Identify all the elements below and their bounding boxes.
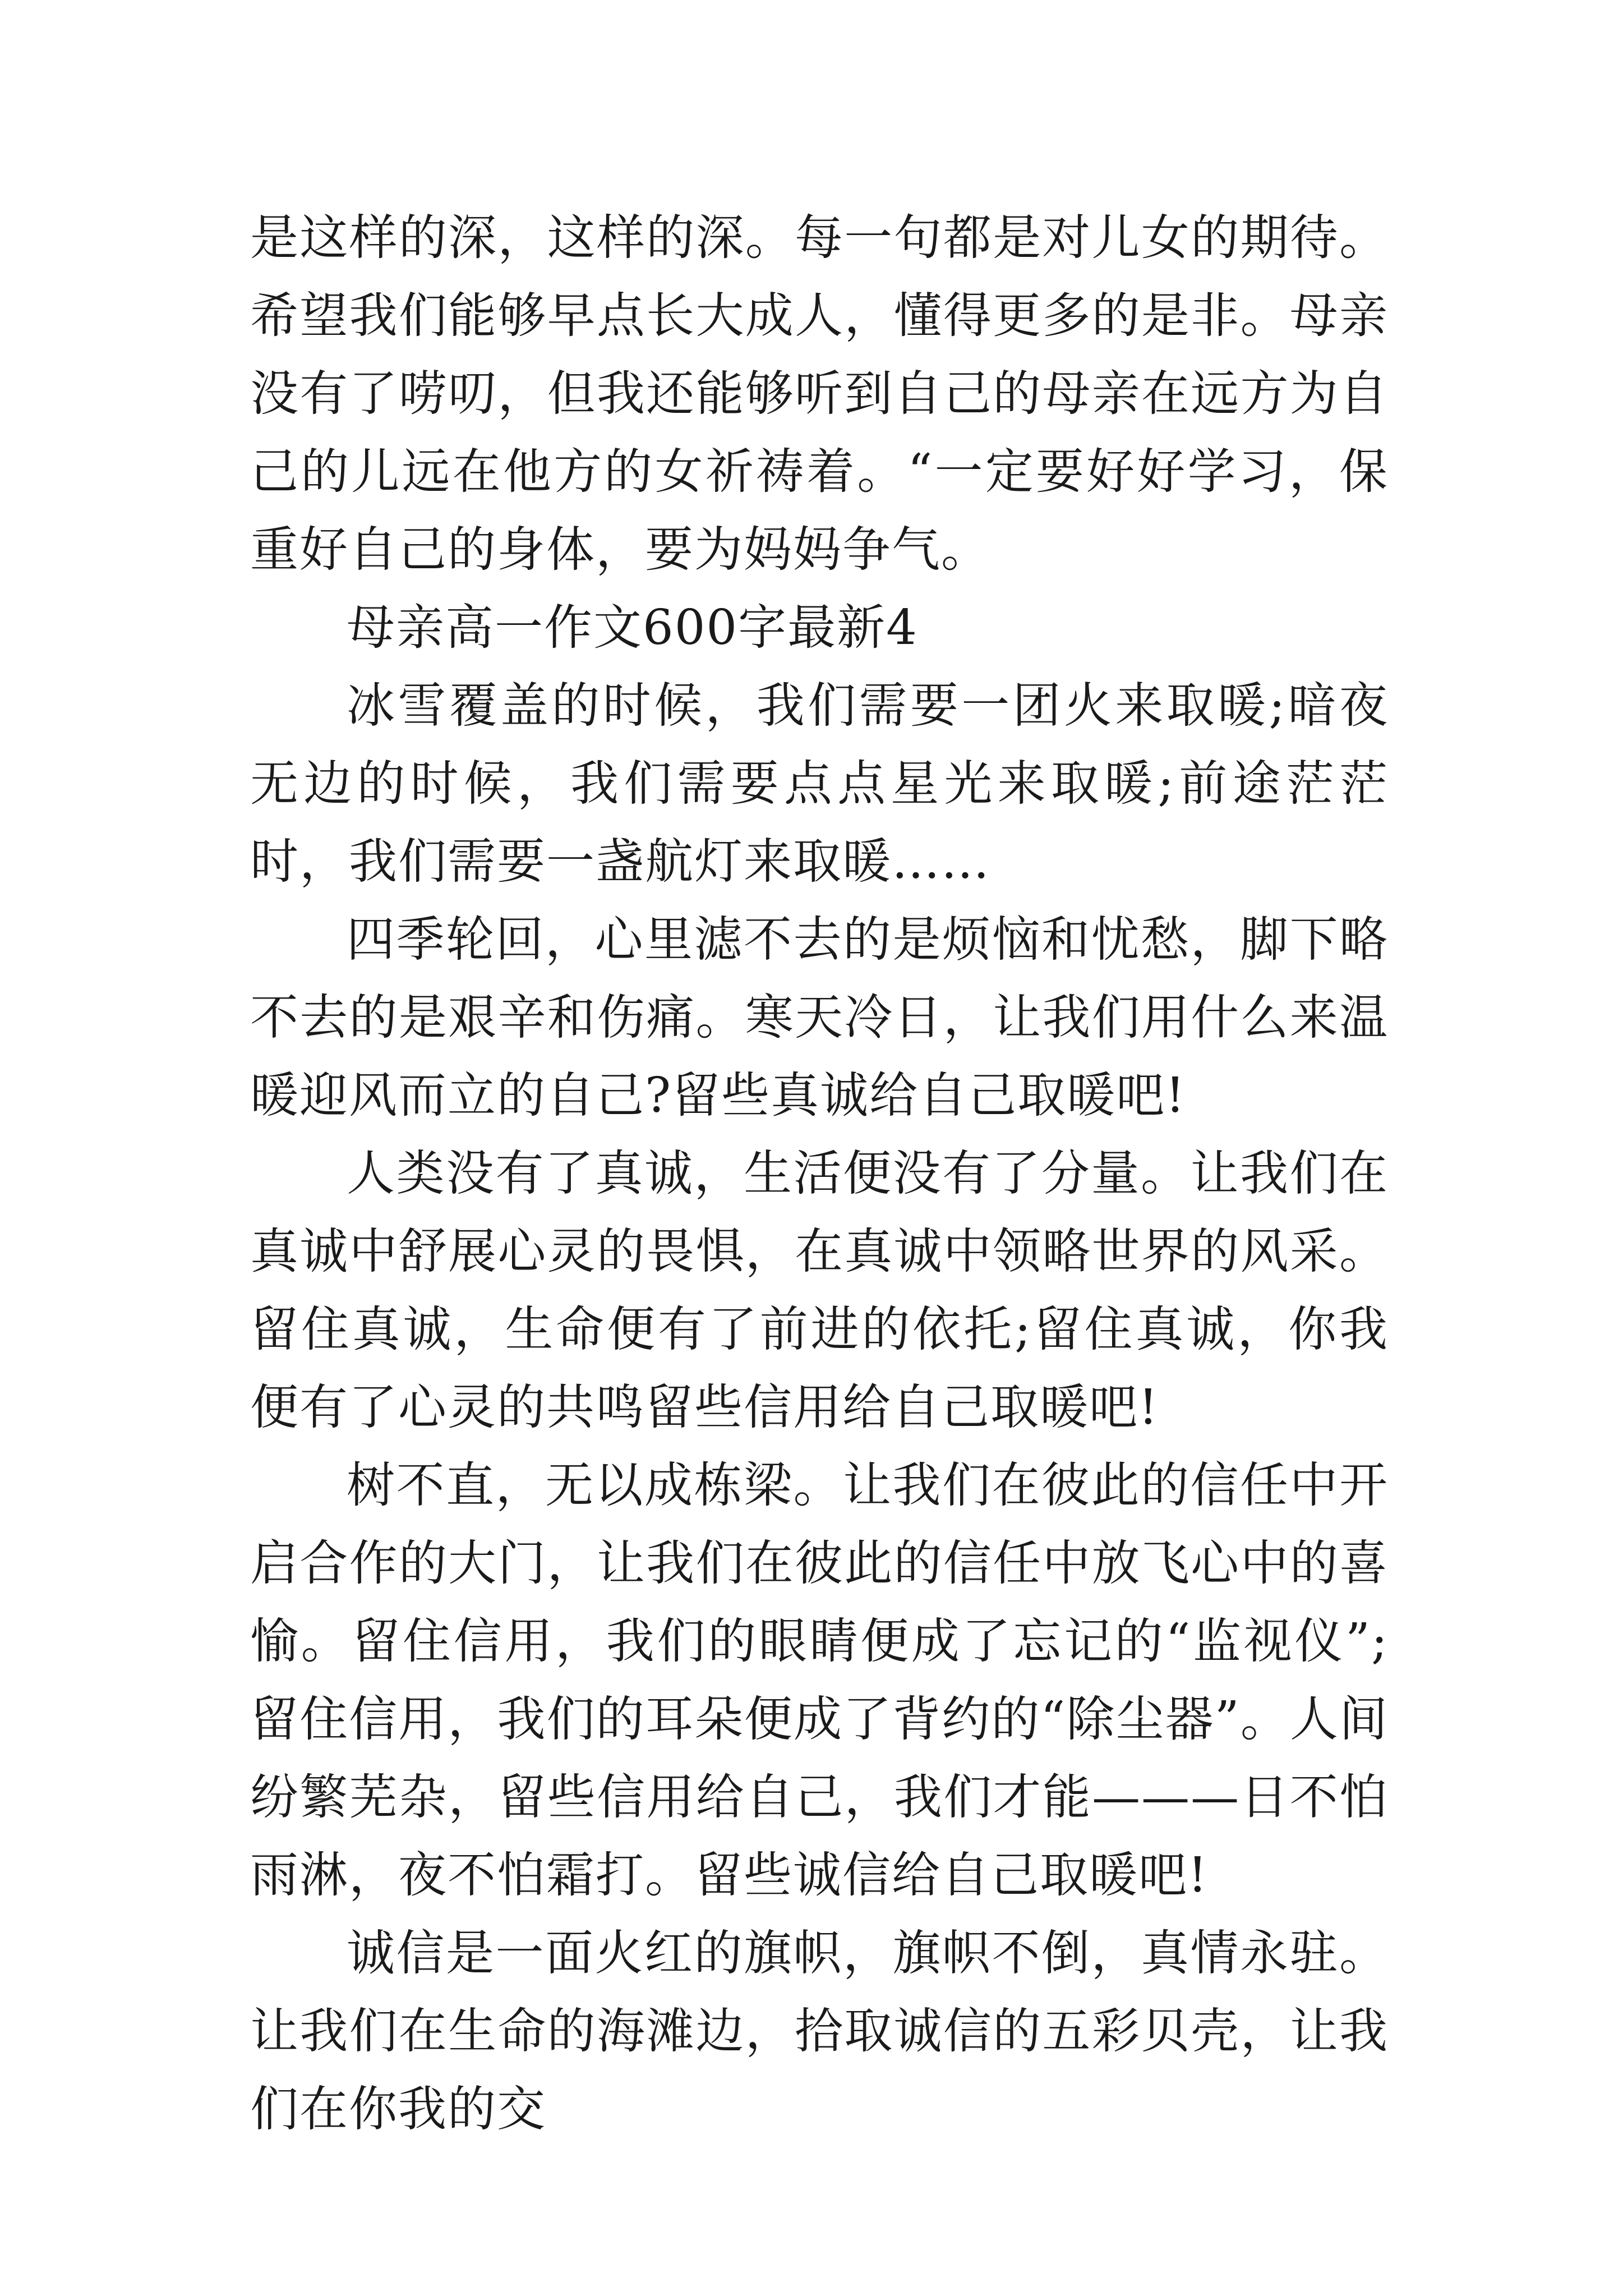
paragraph: 树不直，无以成栋梁。让我们在彼此的信任中开启合作的大门，让我们在彼此的信任中放飞心中的喜愉。留住信用，我们的眼睛便成了忘记的“监视仪”;留住信用，我们的耳朵便成了背约的“除尘器”。人间纷繁芜杂，留些信用给自己，我们才能———日不怕雨淋，夜不怕霜打。留些诚信给自己取暖吧! bbox=[250, 1457, 1389, 1903]
paragraph: 四季轮回，心里滤不去的是烦恼和忧愁，脚下略不去的是艰辛和伤痛。寒天冷日，让我们用什么来温暖迎风而立的自己?留些真诚给自己取暖吧! bbox=[250, 912, 1389, 1124]
paragraph: 冰雪覆盖的时候，我们需要一团火来取暖;暗夜无边的时候，我们需要点点星光来取暖;前途茫茫时，我们需要一盏航灯来取暖…… bbox=[250, 678, 1389, 890]
paragraph-continuation: 是这样的深，这样的深。每一句都是对儿女的期待。希望我们能够早点长大成人，懂得更多的是非。母亲没有了唠叨，但我还能够听到自己的母亲在远方为自己的儿远在他方的女祈祷着。“一定要好好学习，保重好自己的身体，要为妈妈争气。 bbox=[250, 210, 1389, 578]
paragraph: 人类没有了真诚，生活便没有了分量。让我们在真诚中舒展心灵的畏惧，在真诚中领略世界的风采。留住真诚，生命便有了前进的依托;留住真诚，你我便有了心灵的共鸣留些信用给自己取暖吧! bbox=[250, 1145, 1389, 1435]
document-body bbox=[250, 199, 1389, 2148]
paragraph: 诚信是一面火红的旗帜，旗帜不倒，真情永驻。让我们在生命的海滩边，拾取诚信的五彩贝壳，让我们在你我的交 bbox=[250, 1925, 1389, 2137]
section-heading: 母亲高一作文600字最新4 bbox=[347, 600, 918, 656]
